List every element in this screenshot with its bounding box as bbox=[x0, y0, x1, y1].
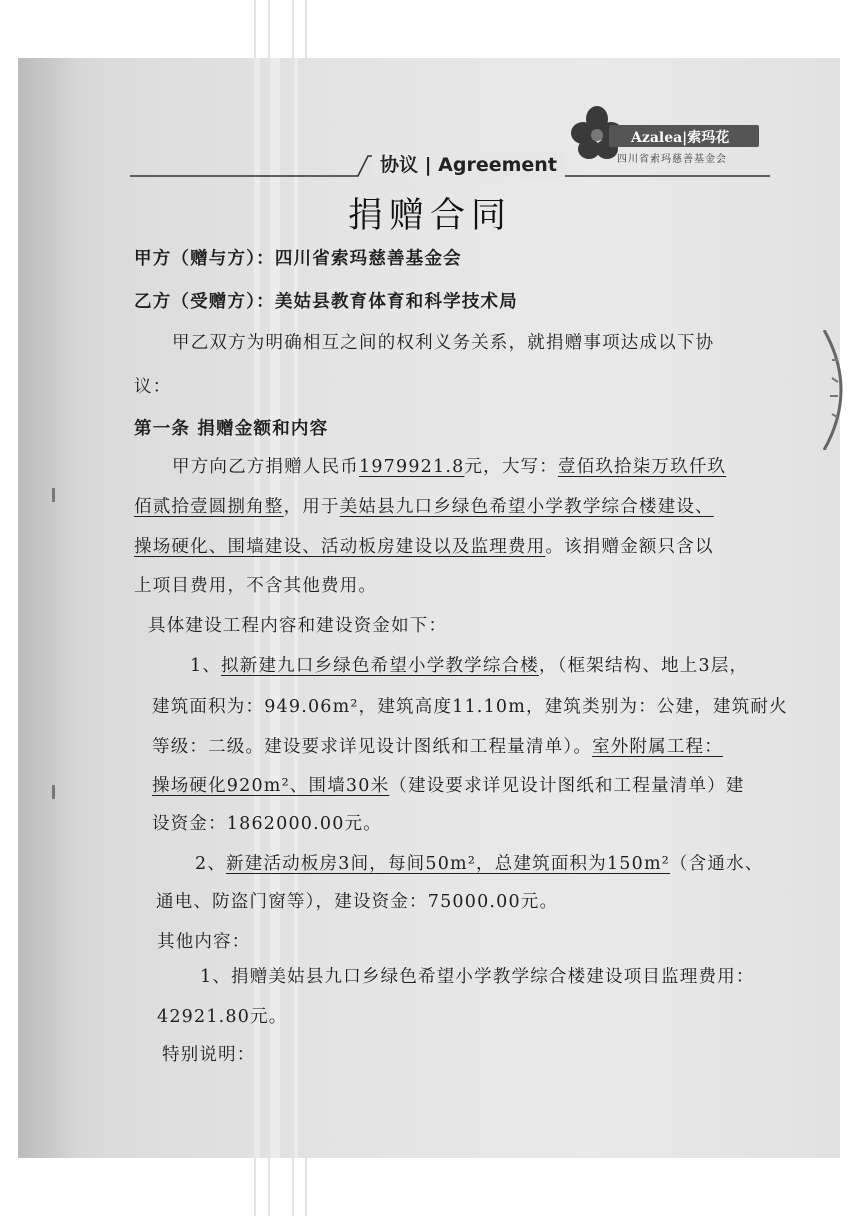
article-1-heading: 第一条 捐赠金额和内容 bbox=[134, 419, 329, 439]
document-title: 捐赠合同 bbox=[347, 196, 512, 236]
construction-intro: 具体建设工程内容和建设资金如下： bbox=[148, 616, 448, 636]
seal-fragment-icon bbox=[818, 330, 858, 450]
margin-mark bbox=[52, 785, 55, 799]
other-item-1: 1、捐赠美姑县九口乡绿色希望小学教学综合楼建设项目监理费用： bbox=[200, 967, 755, 987]
preamble-line-2: 议： bbox=[134, 377, 172, 397]
amount: 1979921.8 bbox=[359, 457, 465, 477]
article-1-text: 上项目费用，不含其他费用。 bbox=[134, 576, 378, 596]
special-notes-heading: 特别说明： bbox=[162, 1045, 256, 1065]
item-1-text: 建筑面积为：949.06m²，建筑高度11.10m，建筑类别为：公建，建筑耐火 bbox=[152, 697, 788, 717]
item-1-funding: 设资金：1862000.00元。 bbox=[152, 814, 382, 834]
other-content-heading: 其他内容： bbox=[157, 932, 251, 952]
item-2-text: 2、新建活动板房3间，每间50m²，总建筑面积为150m²（含通水、 bbox=[195, 854, 764, 874]
preamble-line-1: 甲乙双方为明确相互之间的权利义务关系，就捐赠事项达成以下协 bbox=[172, 333, 715, 353]
donation-purpose: 美姑县九口乡绿色希望小学教学综合楼建设、 bbox=[339, 497, 714, 517]
margin-mark bbox=[52, 488, 55, 502]
article-1-text: 操场硬化、围墙建设、活动板房建设以及监理费用。该捐赠金额只含以 bbox=[134, 537, 714, 557]
party-a: 甲方（赠与方）：四川省索玛慈善基金会 bbox=[134, 249, 462, 269]
amount-in-words: 壹佰玖拾柒万玖仟玖 bbox=[557, 457, 727, 477]
item-1-text: 操场硬化920m²、围墙30米（建设要求详见设计图纸和工程量清单）建 bbox=[152, 776, 745, 796]
item-1-text: 1、拟新建九口乡绿色希望小学教学综合楼，（框架结构、地上3层， bbox=[190, 656, 749, 676]
article-1-text: 甲方向乙方捐赠人民币1979921.8元，大写：壹佰玖拾柒万玖仟玖 bbox=[172, 457, 727, 477]
logo-org: 四川省索玛慈善基金会 bbox=[617, 154, 727, 165]
item-2-funding: 通电、防盗门窗等），建设资金：75000.00元。 bbox=[156, 892, 559, 912]
other-item-1-amount: 42921.80元。 bbox=[157, 1007, 288, 1027]
agreement-header: 协议 | Agreement bbox=[372, 152, 565, 178]
party-b: 乙方（受赠方）：美姑县教育体育和科学技术局 bbox=[134, 292, 518, 312]
item-1-text: 等级：二级。建设要求详见设计图纸和工程量清单）。室外附属工程： bbox=[152, 737, 723, 757]
article-1-text: 佰贰拾壹圆捌角整，用于美姑县九口乡绿色希望小学教学综合楼建设、 bbox=[134, 497, 714, 517]
logo-name: Azalea|索玛花 bbox=[631, 130, 730, 146]
